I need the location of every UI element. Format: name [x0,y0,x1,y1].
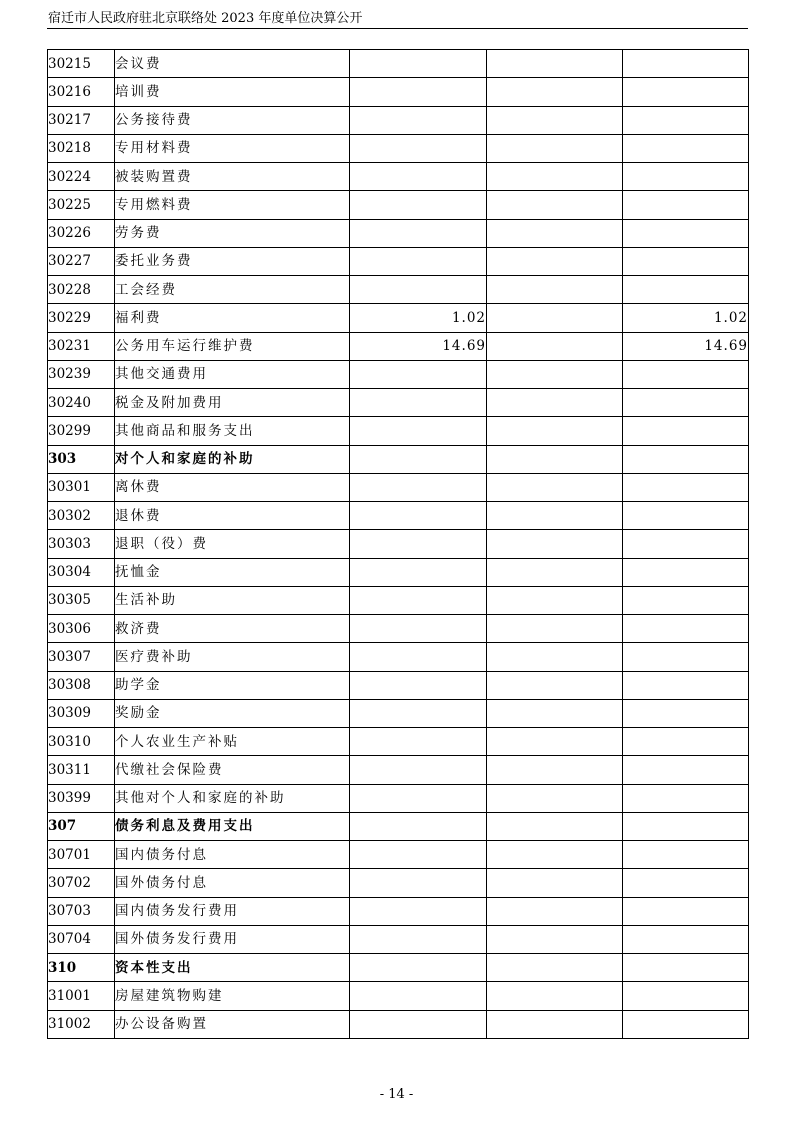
amount-cell-1 [350,1010,487,1038]
table-row [48,728,749,756]
amount-cell-2 [487,78,623,106]
name-cell: 其他交通费用 [115,360,350,388]
table-row [48,586,749,614]
amount-cell-3 [623,643,749,671]
code-cell: 30308 [48,671,115,699]
code-cell: 30310 [48,728,115,756]
amount-cell-2 [487,756,623,784]
amount-cell-3 [623,897,749,925]
name-cell: 抚恤金 [115,558,350,586]
amount-cell-1 [350,586,487,614]
category-row [48,445,749,473]
amount-cell-3 [623,134,749,162]
amount-cell-1 [350,389,487,417]
amount-cell-2 [487,897,623,925]
name-cell: 助学金 [115,671,350,699]
code-cell: 30217 [48,106,115,134]
amount-cell-2 [487,643,623,671]
page-header-title: 宿迁市人民政府驻北京联络处 2023 年度单位决算公开 [48,11,363,26]
amount-cell-1 [350,643,487,671]
name-cell: 其他对个人和家庭的补助 [115,784,350,812]
amount-cell-3 [623,784,749,812]
amount-cell-3 [623,50,749,78]
code-cell: 310 [48,954,115,982]
name-cell: 税金及附加费用 [115,389,350,417]
name-cell: 房屋建筑物购建 [115,982,350,1010]
name-cell: 个人农业生产补贴 [115,728,350,756]
amount-cell-1 [350,728,487,756]
amount-cell-3 [623,615,749,643]
name-cell: 专用燃料费 [115,191,350,219]
name-cell: 对个人和家庭的补助 [115,445,350,473]
table-row [48,530,749,558]
amount-cell-1 [350,276,487,304]
amount-cell-1 [350,191,487,219]
name-cell: 国内债务付息 [115,841,350,869]
code-cell: 30303 [48,530,115,558]
table-row [48,643,749,671]
amount-cell-1 [350,897,487,925]
code-cell: 30215 [48,50,115,78]
code-cell: 31002 [48,1010,115,1038]
amount-cell-2 [487,473,623,501]
code-cell: 30305 [48,586,115,614]
code-cell: 303 [48,445,115,473]
amount-cell-1 [350,812,487,840]
table-row [48,699,749,727]
code-cell: 30704 [48,925,115,953]
table-row [48,276,749,304]
code-cell: 30302 [48,502,115,530]
table-row [48,473,749,501]
code-cell: 30224 [48,163,115,191]
amount-cell-1: 1.02 [350,304,487,332]
table-row [48,247,749,275]
code-cell: 30216 [48,78,115,106]
code-cell: 30228 [48,276,115,304]
amount-cell-2 [487,586,623,614]
amount-cell-1 [350,445,487,473]
table-row [48,925,749,953]
table-row [48,558,749,586]
amount-cell-2 [487,445,623,473]
amount-cell-2 [487,417,623,445]
name-cell: 救济费 [115,615,350,643]
amount-cell-3 [623,671,749,699]
code-cell: 30218 [48,134,115,162]
amount-cell-1 [350,473,487,501]
code-cell: 30304 [48,558,115,586]
amount-cell-3 [623,247,749,275]
amount-cell-2 [487,784,623,812]
amount-cell-2 [487,247,623,275]
amount-cell-1 [350,784,487,812]
amount-cell-2 [487,502,623,530]
table-row [48,982,749,1010]
amount-cell-2 [487,812,623,840]
amount-cell-3 [623,954,749,982]
amount-cell-1 [350,50,487,78]
amount-cell-2 [487,615,623,643]
name-cell: 退职（役）费 [115,530,350,558]
code-cell: 30703 [48,897,115,925]
amount-cell-3 [623,106,749,134]
amount-cell-2 [487,304,623,332]
amount-cell-2 [487,163,623,191]
table-row [48,50,749,78]
amount-cell-3 [623,558,749,586]
code-cell: 31001 [48,982,115,1010]
name-cell: 劳务费 [115,219,350,247]
amount-cell-2 [487,360,623,388]
name-cell: 代缴社会保险费 [115,756,350,784]
amount-cell-2 [487,332,623,360]
name-cell: 公务接待费 [115,106,350,134]
amount-cell-3 [623,1010,749,1038]
category-row [48,954,749,982]
amount-cell-3 [623,78,749,106]
amount-cell-2 [487,50,623,78]
name-cell: 委托业务费 [115,247,350,275]
amount-cell-1 [350,982,487,1010]
table-row [48,502,749,530]
name-cell: 国外债务付息 [115,869,350,897]
amount-cell-1 [350,360,487,388]
amount-cell-1 [350,699,487,727]
table-row [48,78,749,106]
amount-cell-1 [350,219,487,247]
amount-cell-3 [623,756,749,784]
code-cell: 30399 [48,784,115,812]
amount-cell-2 [487,982,623,1010]
code-cell: 30311 [48,756,115,784]
amount-cell-1 [350,558,487,586]
amount-cell-3 [623,925,749,953]
header-divider [47,28,748,29]
amount-cell-1 [350,615,487,643]
name-cell: 被装购置费 [115,163,350,191]
amount-cell-2 [487,699,623,727]
name-cell: 奖励金 [115,699,350,727]
code-cell: 30299 [48,417,115,445]
amount-cell-3 [623,163,749,191]
code-cell: 30701 [48,841,115,869]
amount-cell-3 [623,502,749,530]
table-row [48,756,749,784]
amount-cell-1 [350,247,487,275]
name-cell: 国外债务发行费用 [115,925,350,953]
amount-cell-2 [487,219,623,247]
amount-cell-1 [350,841,487,869]
amount-cell-1 [350,756,487,784]
amount-cell-2 [487,389,623,417]
amount-cell-3 [623,417,749,445]
amount-cell-1 [350,78,487,106]
amount-cell-2 [487,925,623,953]
table-row [48,671,749,699]
amount-cell-3 [623,276,749,304]
amount-cell-2 [487,728,623,756]
table-row [48,360,749,388]
name-cell: 生活补助 [115,586,350,614]
table-row [48,191,749,219]
name-cell: 办公设备购置 [115,1010,350,1038]
amount-cell-2 [487,191,623,219]
table-row [48,784,749,812]
code-cell: 30225 [48,191,115,219]
amount-cell-2 [487,1010,623,1038]
name-cell: 退休费 [115,502,350,530]
code-cell: 30231 [48,332,115,360]
amount-cell-3 [623,699,749,727]
amount-cell-3 [623,530,749,558]
category-row [48,812,749,840]
code-cell: 30239 [48,360,115,388]
amount-cell-1 [350,671,487,699]
amount-cell-1 [350,106,487,134]
amount-cell-2 [487,869,623,897]
code-cell: 307 [48,812,115,840]
amount-cell-2 [487,954,623,982]
amount-cell-3 [623,841,749,869]
amount-cell-3: 14.69 [623,332,749,360]
name-cell: 医疗费补助 [115,643,350,671]
amount-cell-3 [623,445,749,473]
code-cell: 30240 [48,389,115,417]
amount-cell-1: 14.69 [350,332,487,360]
amount-cell-1 [350,163,487,191]
amount-cell-1 [350,417,487,445]
amount-cell-1 [350,134,487,162]
amount-cell-2 [487,671,623,699]
amount-cell-3 [623,389,749,417]
page-number: - 14 - [379,1087,414,1102]
name-cell: 公务用车运行维护费 [115,332,350,360]
name-cell: 资本性支出 [115,954,350,982]
amount-cell-2 [487,134,623,162]
budget-table-body [48,50,749,1039]
amount-cell-1 [350,502,487,530]
table-row [48,869,749,897]
table-row [48,417,749,445]
table-row [48,219,749,247]
name-cell: 离休费 [115,473,350,501]
name-cell: 专用材料费 [115,134,350,162]
amount-cell-3 [623,191,749,219]
code-cell: 30301 [48,473,115,501]
amount-cell-1 [350,869,487,897]
name-cell: 其他商品和服务支出 [115,417,350,445]
code-cell: 30307 [48,643,115,671]
name-cell: 培训费 [115,78,350,106]
code-cell: 30229 [48,304,115,332]
name-cell: 国内债务发行费用 [115,897,350,925]
table-row [48,897,749,925]
table-row [48,1010,749,1038]
table-row [48,841,749,869]
amount-cell-1 [350,530,487,558]
name-cell: 福利费 [115,304,350,332]
name-cell: 工会经费 [115,276,350,304]
amount-cell-2 [487,841,623,869]
amount-cell-3 [623,473,749,501]
budget-table [47,49,749,1039]
table-row [48,389,749,417]
amount-cell-2 [487,276,623,304]
amount-cell-3 [623,812,749,840]
code-cell: 30306 [48,615,115,643]
table-row [48,163,749,191]
amount-cell-3 [623,869,749,897]
table-row [48,332,749,360]
amount-cell-1 [350,925,487,953]
amount-cell-3 [623,728,749,756]
table-row [48,134,749,162]
amount-cell-1 [350,954,487,982]
code-cell: 30702 [48,869,115,897]
name-cell: 债务利息及费用支出 [115,812,350,840]
amount-cell-3 [623,586,749,614]
amount-cell-2 [487,558,623,586]
table-row [48,106,749,134]
amount-cell-3 [623,219,749,247]
table-row [48,615,749,643]
code-cell: 30226 [48,219,115,247]
code-cell: 30309 [48,699,115,727]
code-cell: 30227 [48,247,115,275]
amount-cell-3: 1.02 [623,304,749,332]
amount-cell-2 [487,106,623,134]
amount-cell-3 [623,360,749,388]
amount-cell-3 [623,982,749,1010]
amount-cell-2 [487,530,623,558]
name-cell: 会议费 [115,50,350,78]
table-row [48,304,749,332]
